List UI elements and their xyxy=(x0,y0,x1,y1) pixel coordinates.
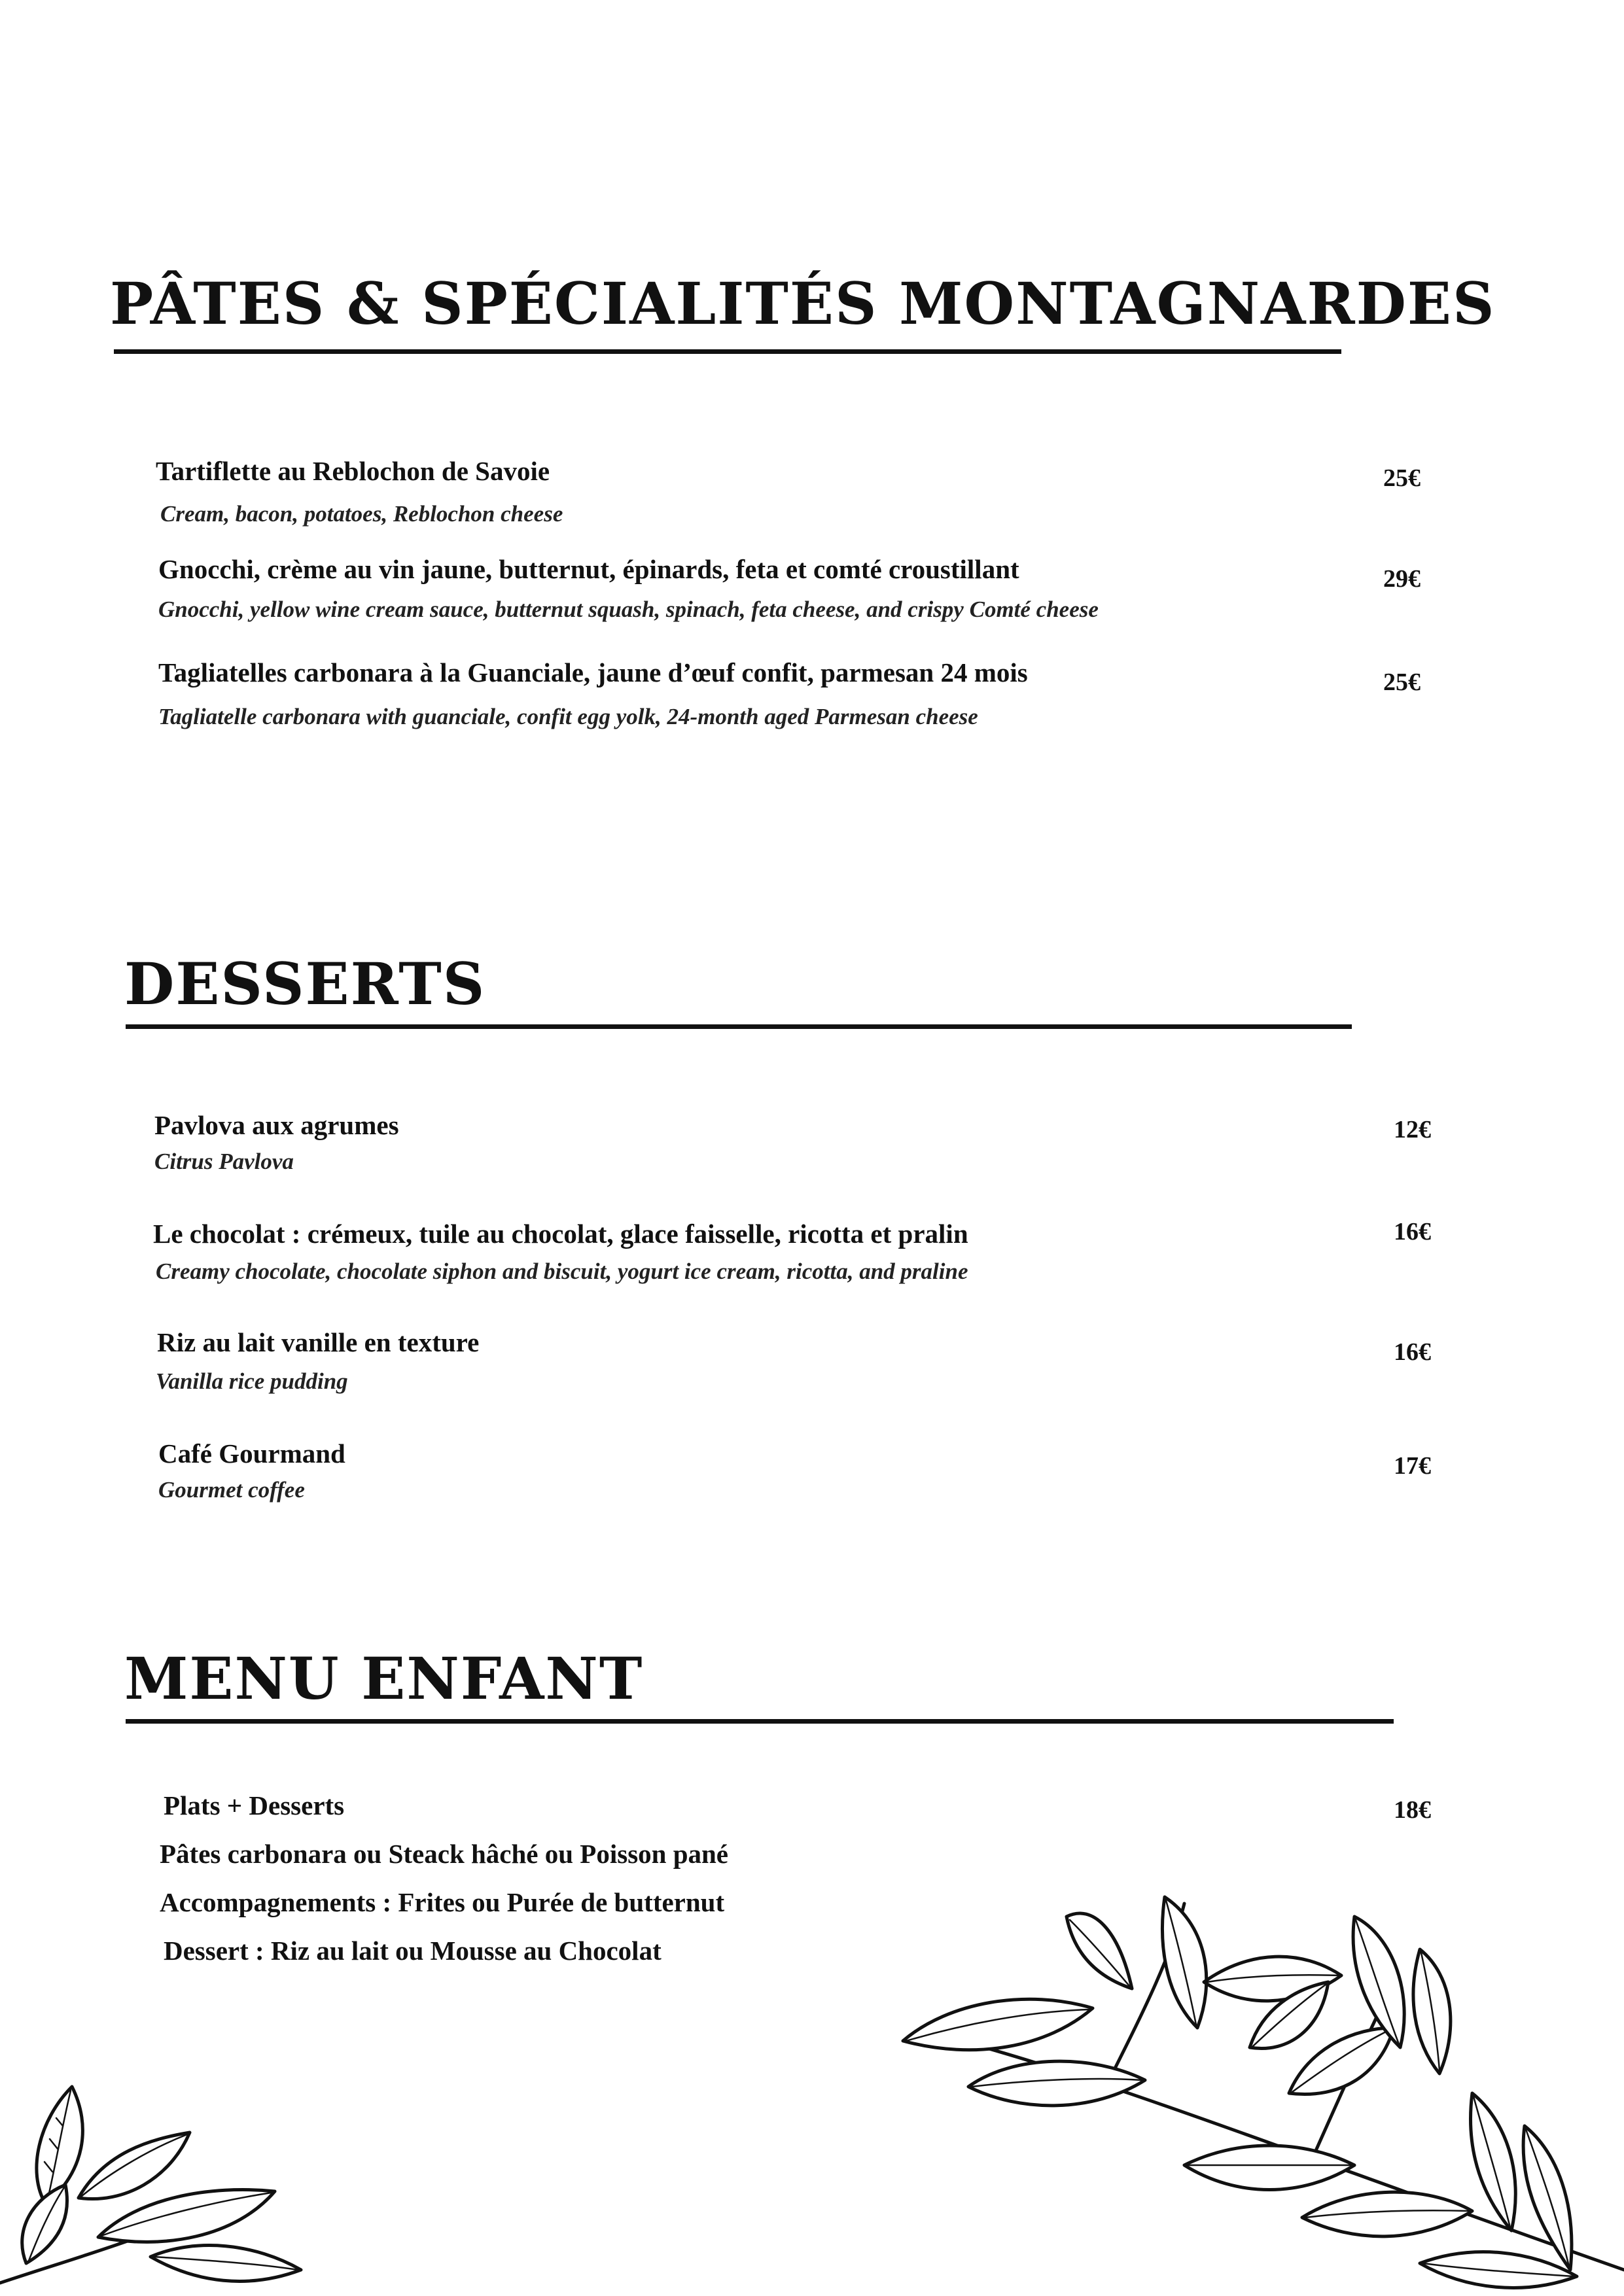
menu-item-price: 17€ xyxy=(1394,1452,1431,1480)
menu-item-price: 29€ xyxy=(1383,565,1421,593)
kids-menu-line: Pâtes carbonara ou Steack hâché ou Poisson pané xyxy=(160,1839,729,1869)
menu-item-description: Cream, bacon, potatoes, Reblochon cheese xyxy=(160,501,563,527)
kids-menu-line: Plats + Desserts xyxy=(164,1790,345,1820)
section-divider xyxy=(126,1719,1394,1724)
leaf-illustration-left xyxy=(0,2041,340,2296)
menu-item-name: Pavlova aux agrumes xyxy=(154,1110,399,1140)
menu-item-price: 25€ xyxy=(1383,464,1421,492)
menu-item-description: Gourmet coffee xyxy=(158,1477,305,1503)
menu-item-description: Vanilla rice pudding xyxy=(156,1368,348,1394)
menu-item-price: 16€ xyxy=(1394,1218,1431,1245)
menu-item-price: 25€ xyxy=(1383,669,1421,696)
section-divider xyxy=(126,1024,1352,1029)
kids-menu-line: Dessert : Riz au lait ou Mousse au Chocolat xyxy=(164,1936,662,1966)
section-divider xyxy=(114,349,1341,354)
menu-item-name: Tartiflette au Reblochon de Savoie xyxy=(156,456,550,486)
menu-item-description: Gnocchi, yellow wine cream sauce, butternut squash, spinach, feta cheese, and crispy Comté cheese xyxy=(158,597,1099,622)
menu-item-name: Gnocchi, crème au vin jaune, butternut, épinards, feta et comté croustillant xyxy=(158,554,1019,584)
menu-item-description: Citrus Pavlova xyxy=(154,1149,294,1174)
menu-item-description: Tagliatelle carbonara with guanciale, confit egg yolk, 24-month aged Parmesan cheese xyxy=(158,704,978,729)
section-title-menu-enfant: MENU ENFANT xyxy=(124,1644,644,1713)
menu-item-name: Riz au lait vanille en texture xyxy=(157,1327,480,1357)
menu-item-name: Café Gourmand xyxy=(158,1438,345,1469)
section-title-pates: PÂTES & SPÉCIALITÉS MONTAGNARDES xyxy=(110,270,1496,338)
menu-item-name: Tagliatelles carbonara à la Guanciale, jaune d’œuf confit, parmesan 24 mois xyxy=(158,657,1028,687)
kids-menu-line: Accompagnements : Frites ou Purée de butternut xyxy=(160,1887,725,1917)
kids-menu-price: 18€ xyxy=(1394,1796,1431,1824)
leaf-illustration-right xyxy=(896,1877,1624,2296)
menu-item-price: 16€ xyxy=(1394,1338,1431,1366)
menu-item-name: Le chocolat : crémeux, tuile au chocolat, glace faisselle, ricotta et pralin xyxy=(153,1219,968,1249)
menu-item-description: Creamy chocolate, chocolate siphon and biscuit, yogurt ice cream, ricotta, and praline xyxy=(156,1259,968,1284)
menu-item-price: 12€ xyxy=(1394,1116,1431,1143)
section-title-desserts: DESSERTS xyxy=(124,950,486,1018)
